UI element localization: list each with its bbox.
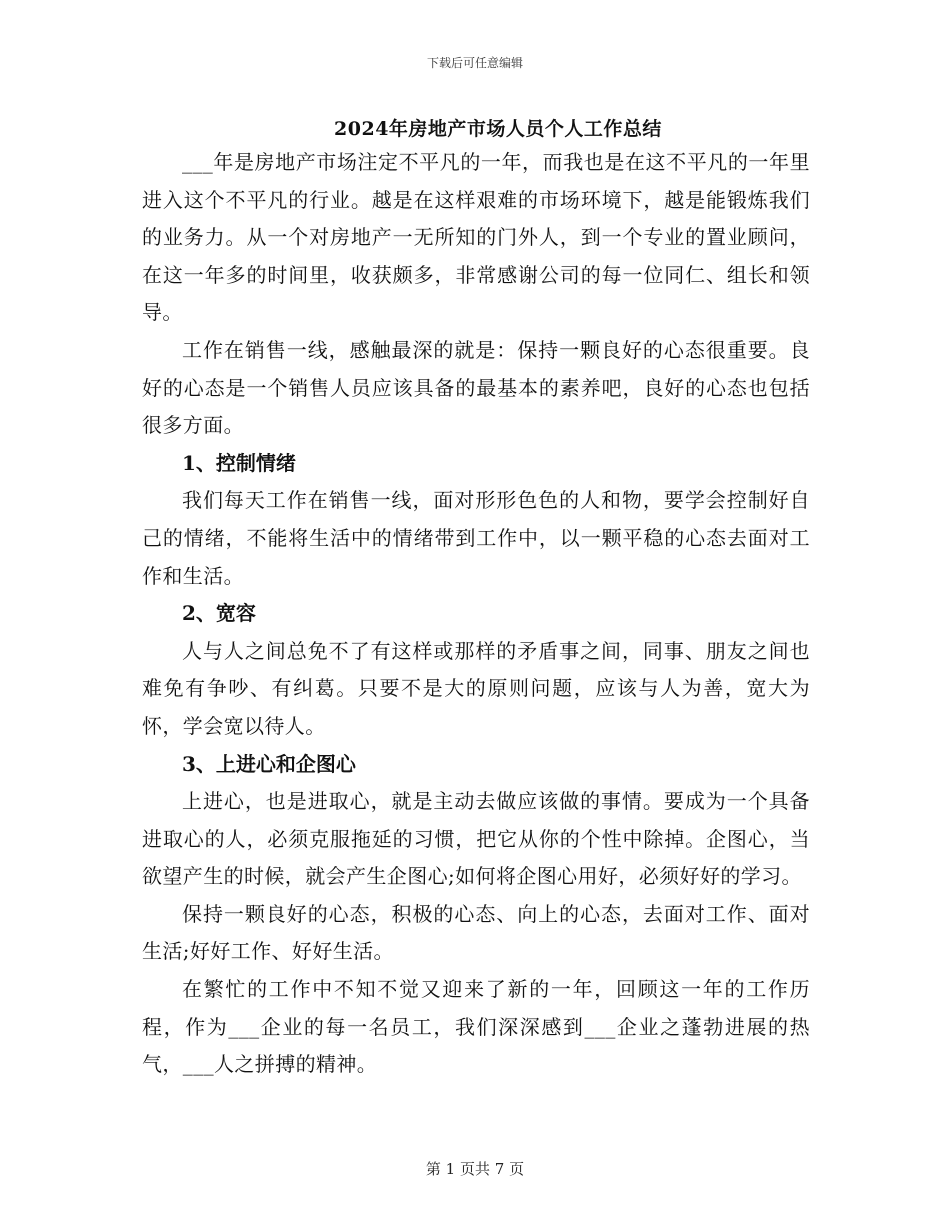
paragraph-tolerance: 人与人之间总免不了有这样或那样的矛盾事之间，同事、朋友之间也难免有争吵、有纠葛。只要不是大的原则问题，应该与人为善，宽大为怀，学会宽以待人。 <box>142 638 810 738</box>
section-heading-ambition: 3、上进心和企图心 <box>182 751 356 776</box>
paragraph-ambition: 上进心，也是进取心，就是主动去做应该做的事情。要成为一个具备进取心的人，必须克服拖延的习惯，把它从你的个性中除掉。企图心，当欲望产生的时候，就会产生企图心;如何将企图心用好，必须好好的学习。 <box>142 789 810 889</box>
page-number: 第 1 页共 7 页 <box>425 1160 525 1178</box>
document-body <box>142 144 810 1084</box>
header-note: 下载后可任意编辑 <box>426 56 523 70</box>
paragraph-attitude: 保持一颗良好的心态，积极的心态、向上的心态，去面对工作、面对生活;好好工作、好好生活。 <box>142 901 810 964</box>
document-title: 2024年房地产市场人员个人工作总结 <box>334 118 662 140</box>
paragraph-emotion: 我们每天工作在销售一线，面对形形色色的人和物，要学会控制好自己的情绪，不能将生活中的情绪带到工作中，以一颗平稳的心态去面对工作和生活。 <box>142 488 810 588</box>
paragraph-review: 在繁忙的工作中不知不觉又迎来了新的一年，回顾这一年的工作历程，作为___企业的每一名员工，我们深深感到___企业之蓬勃进展的热气，___人之拼搏的精神。 <box>142 977 810 1077</box>
section-heading-emotion: 1、控制情绪 <box>182 450 296 475</box>
paragraph-mindset: 工作在销售一线，感触最深的就是：保持一颗良好的心态很重要。良好的心态是一个销售人员应该具备的最基本的素养吧，良好的心态也包括很多方面。 <box>142 337 810 438</box>
section-heading-tolerance: 2、宽容 <box>182 601 256 626</box>
paragraph-intro: ___年是房地产市场注定不平凡的一年，而我也是在这不平凡的一年里进入这个不平凡的行业。越是在这样艰难的市场环境下，越是能锻炼我们的业务力。从一个对房地产一无所知的门外人，到一个专业的置业顾问，在这一年多的时间里，收获颇多，非常感谢公司的每一位同仁、组长和领导。 <box>142 150 810 325</box>
